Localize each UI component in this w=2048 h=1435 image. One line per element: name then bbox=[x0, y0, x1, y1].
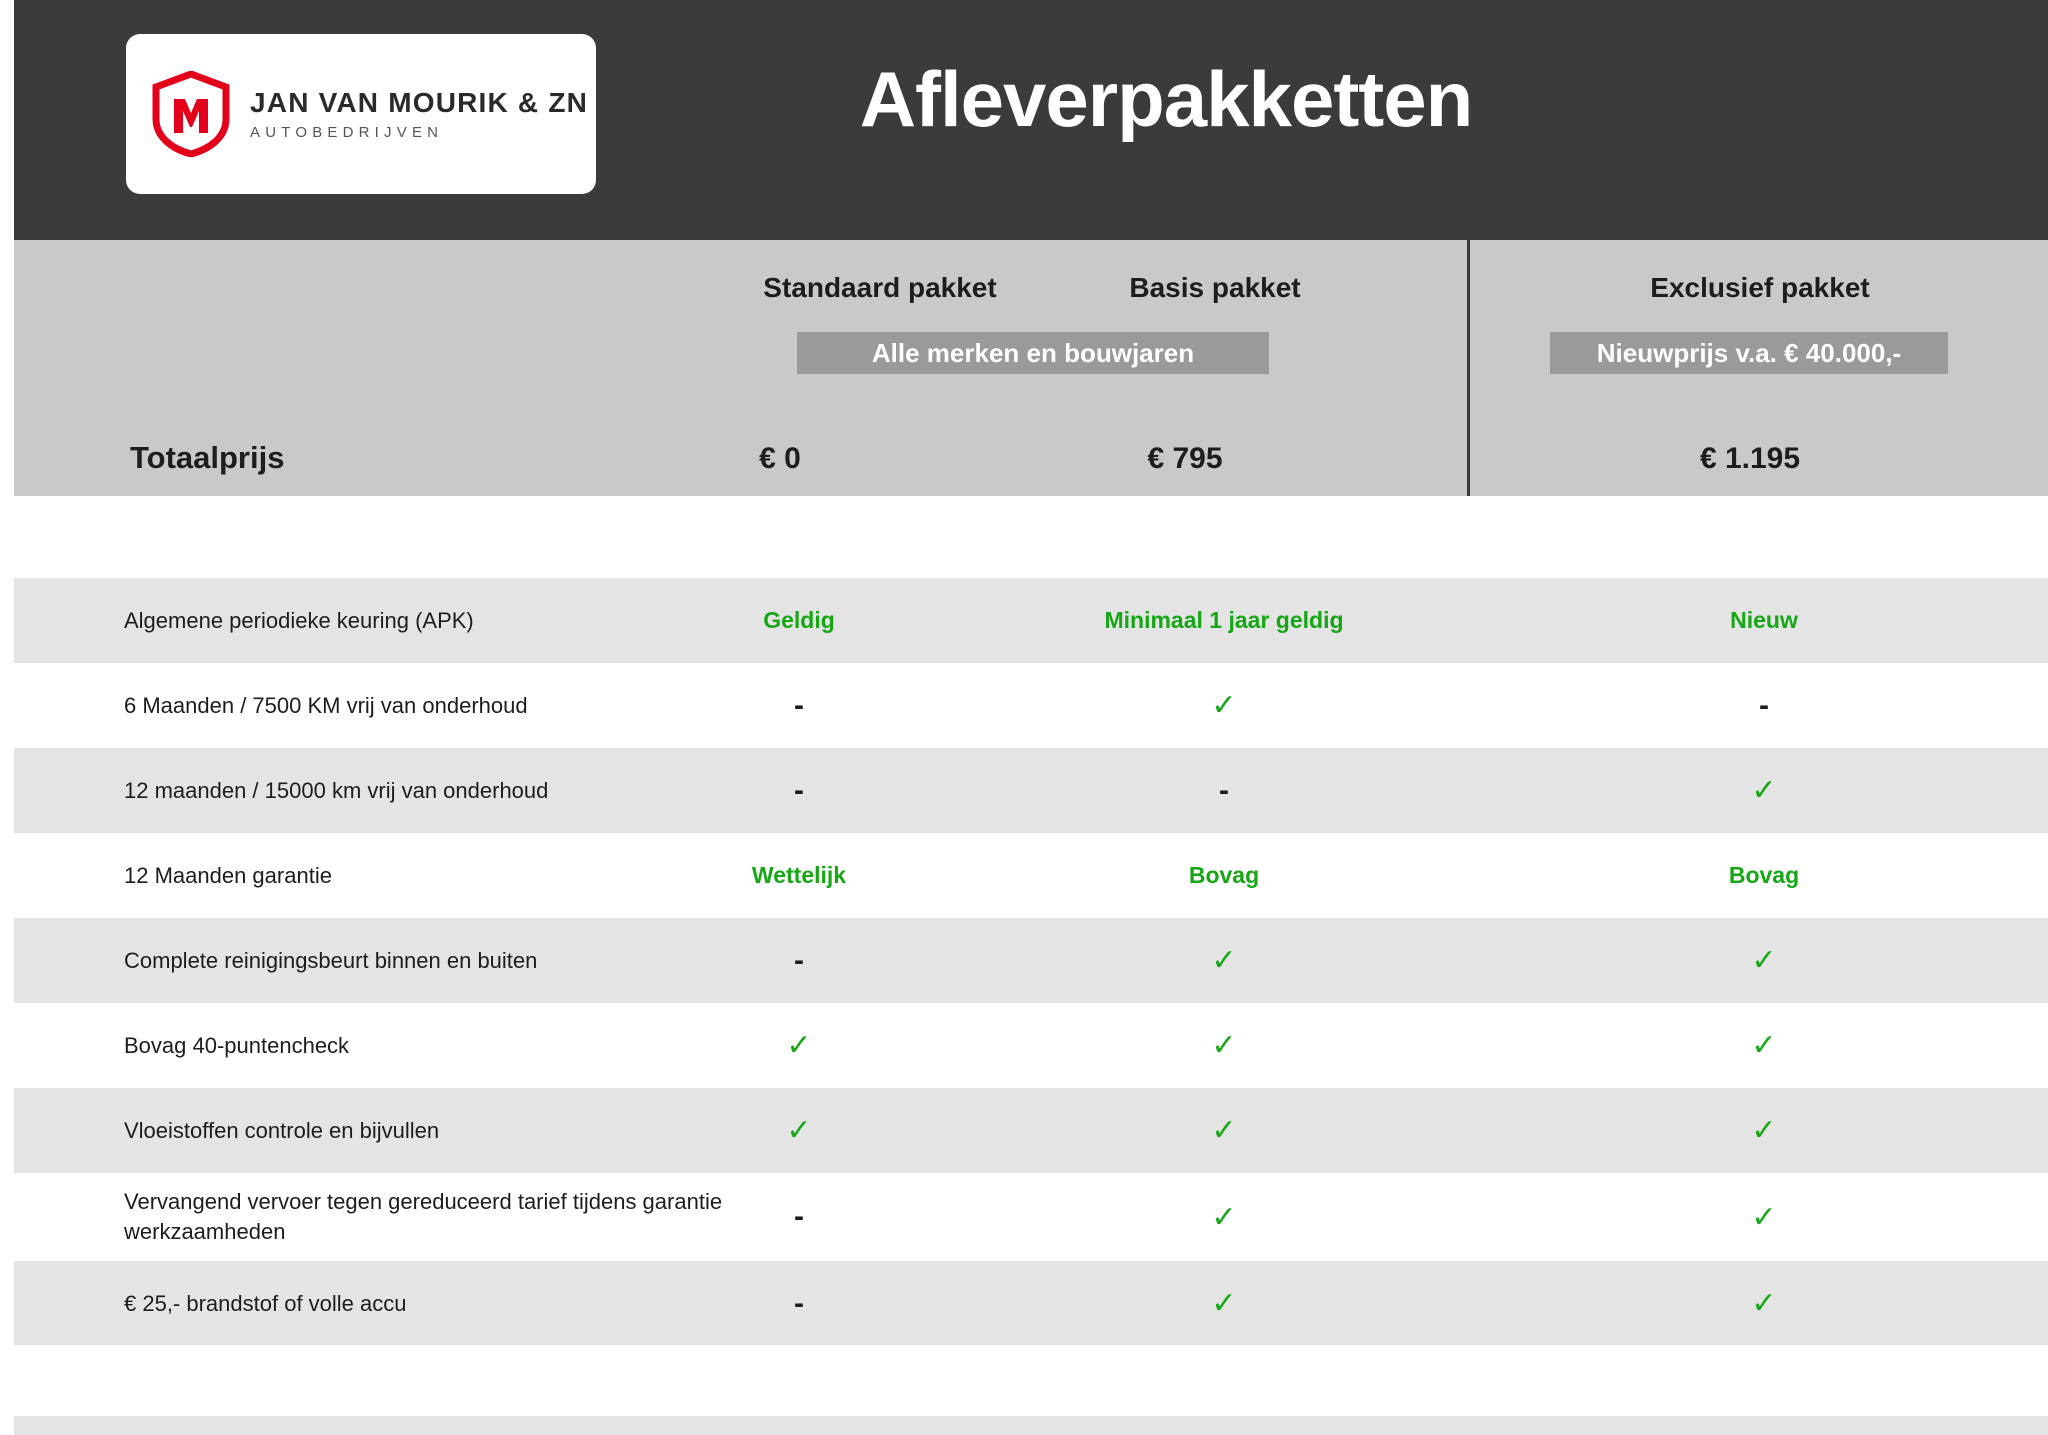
column-header-exclusief: Exclusief pakket bbox=[1650, 272, 1870, 303]
cell-exclusief: Bovag bbox=[1728, 862, 1800, 888]
cell-basis: ✓ bbox=[1211, 1029, 1237, 1062]
cell-basis: - bbox=[1219, 773, 1229, 807]
cell-basis: ✓ bbox=[1211, 944, 1237, 977]
cell-exclusief: ✓ bbox=[1751, 1029, 1777, 1062]
row-label-totaalprijs: Totaalprijs bbox=[130, 440, 285, 475]
cell-basis: ✓ bbox=[1211, 1200, 1237, 1234]
feature-label: 6 Maanden / 7500 KM vrij van onderhoud bbox=[124, 692, 528, 718]
cell-exclusief: - bbox=[1759, 688, 1769, 722]
cell-exclusief: ✓ bbox=[1751, 944, 1777, 977]
page-header bbox=[14, 0, 2048, 240]
cell-standaard: Wettelijk bbox=[751, 862, 847, 888]
feature-label: Complete reinigingsbeurt binnen en buiten bbox=[124, 947, 538, 973]
cell-exclusief: ✓ bbox=[1751, 1114, 1777, 1147]
feature-label: Bovag 40-puntencheck bbox=[124, 1032, 350, 1058]
table-row bbox=[14, 833, 2048, 918]
table-row bbox=[14, 918, 2048, 1003]
feature-label: € 25,- brandstof of volle accu bbox=[124, 1290, 407, 1316]
cell-standaard: - bbox=[794, 688, 804, 722]
cell-basis: Bovag bbox=[1188, 862, 1260, 888]
price-standaard: € 0 bbox=[759, 442, 801, 475]
page-title: Afleverpakketten bbox=[859, 55, 1473, 143]
cell-exclusief: ✓ bbox=[1751, 1200, 1777, 1234]
cell-basis: Minimaal 1 jaar geldig bbox=[1104, 607, 1344, 633]
feature-label: 12 Maanden garantie bbox=[124, 862, 332, 888]
badge-alle-merken: Alle merken en bouwjaren bbox=[797, 332, 1269, 374]
table-row bbox=[14, 1088, 2048, 1173]
cell-standaard: Geldig bbox=[763, 607, 835, 633]
table-row bbox=[14, 1173, 2048, 1261]
logo-company-name: JAN VAN MOURIK & ZN bbox=[250, 87, 589, 119]
cell-standaard: - bbox=[794, 773, 804, 807]
cell-basis: ✓ bbox=[1211, 689, 1237, 722]
feature-table bbox=[14, 496, 2048, 1346]
badge-nieuwprijs: Nieuwprijs v.a. € 40.000,- bbox=[1550, 332, 1948, 374]
cell-basis: ✓ bbox=[1211, 1287, 1237, 1320]
table-bottom-strip bbox=[14, 1416, 2048, 1435]
table-row bbox=[14, 748, 2048, 833]
feature-label: Algemene periodieke keuring (APK) bbox=[124, 607, 474, 633]
table-row bbox=[14, 1261, 2048, 1346]
table-spacer bbox=[14, 496, 2048, 578]
table-row bbox=[14, 578, 2048, 663]
table-row bbox=[14, 663, 2048, 748]
cell-basis: ✓ bbox=[1211, 1114, 1237, 1147]
cell-standaard: - bbox=[794, 943, 804, 977]
cell-standaard: - bbox=[794, 1200, 804, 1233]
cell-exclusief: ✓ bbox=[1751, 1287, 1777, 1320]
feature-label: 12 maanden / 15000 km vrij van onderhoud bbox=[124, 777, 549, 803]
price-basis: € 795 bbox=[1147, 442, 1223, 475]
logo-company-subtitle: AUTOBEDRIJVEN bbox=[250, 123, 444, 141]
feature-label: Vervangend vervoer tegen gereduceerd tarief tijdens garantie werkzaamheden bbox=[124, 1189, 723, 1244]
feature-label: Vloeistoffen controle en bijvullen bbox=[124, 1117, 440, 1143]
price-exclusief: € 1.195 bbox=[1699, 442, 1801, 475]
table-row bbox=[14, 1003, 2048, 1088]
cell-standaard: ✓ bbox=[786, 1114, 812, 1147]
column-header-standaard: Standaard pakket bbox=[763, 272, 997, 303]
cell-exclusief: Nieuw bbox=[1730, 607, 1798, 633]
cell-standaard: ✓ bbox=[786, 1029, 812, 1062]
column-header-basis: Basis pakket bbox=[1129, 272, 1301, 303]
cell-standaard: - bbox=[794, 1286, 804, 1320]
cell-exclusief: ✓ bbox=[1751, 774, 1777, 807]
